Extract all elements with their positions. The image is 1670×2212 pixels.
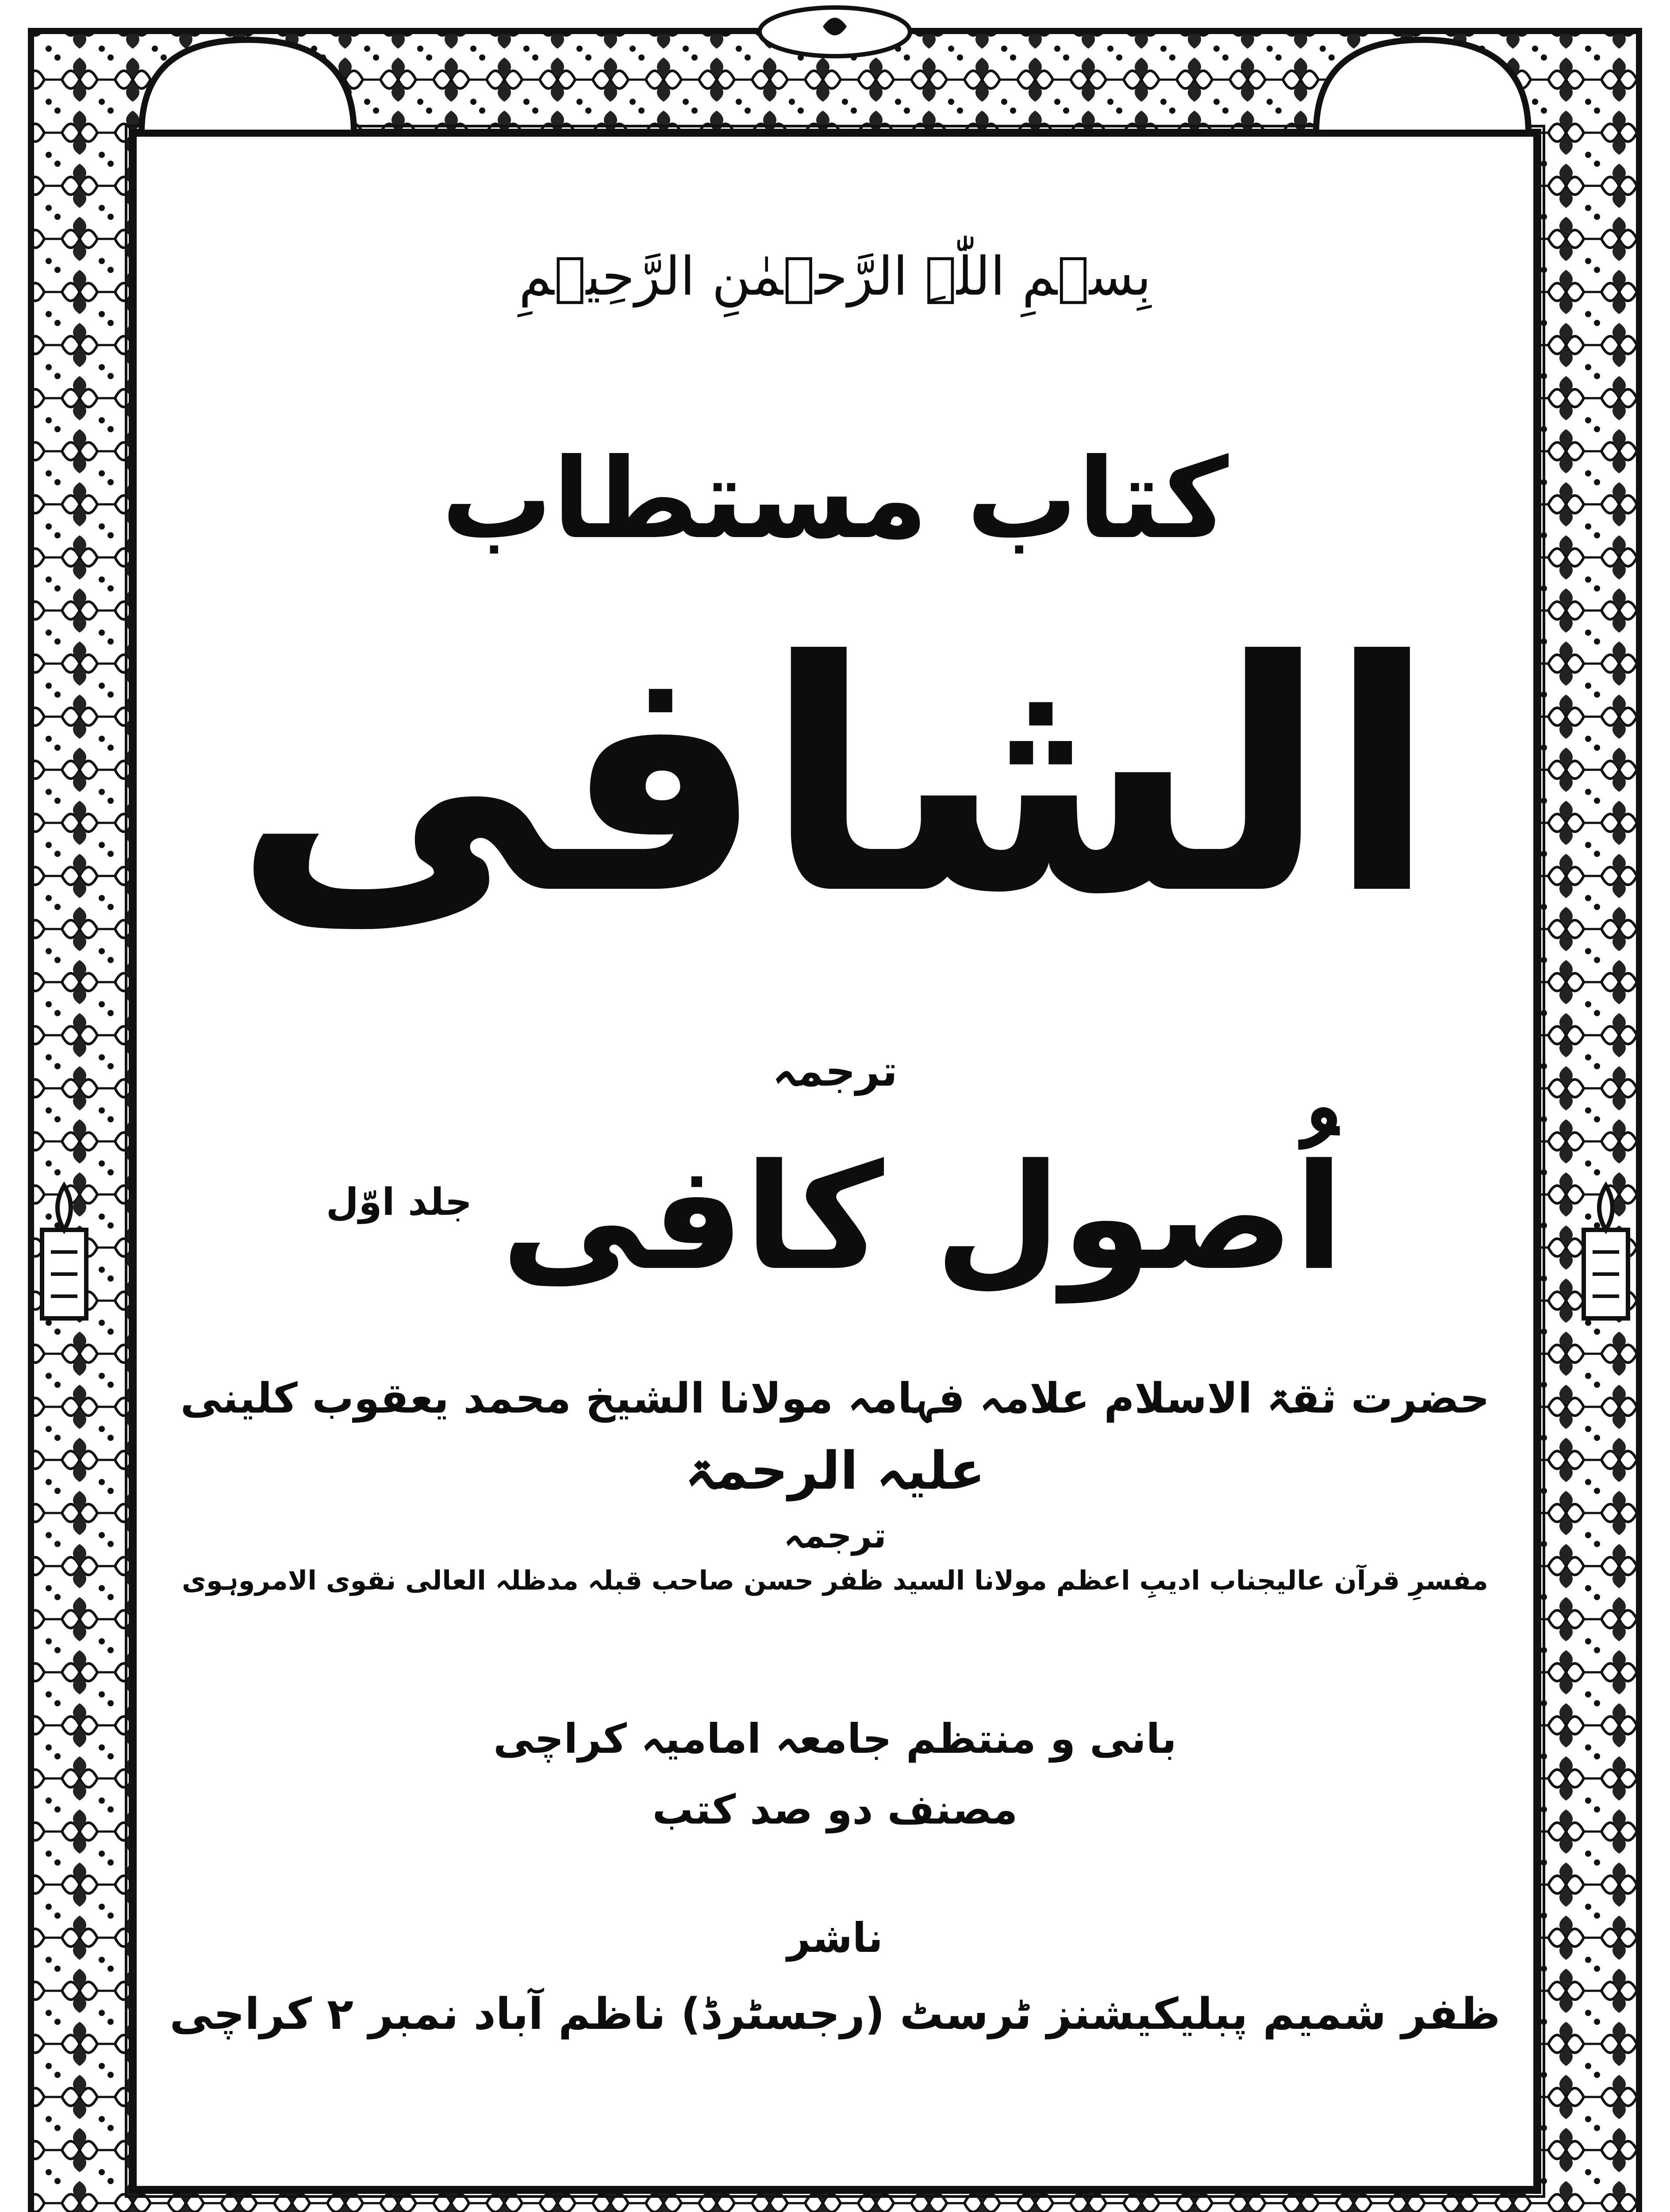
author-line-2: علیہ الرحمۃ [685,1440,985,1501]
book-name: اُصول کافی [501,1133,1344,1302]
works-line: مصنف دو صد کتب [652,1786,1018,1833]
translation-label: ترجمہ [783,1516,887,1556]
top-center-cartouche [760,8,910,56]
main-title: الشافی [233,593,1437,964]
publisher-name: ظفر شمیم پبلیکیشنز ٹرسٹ (رجسٹرڈ) ناظم آباد نمبر ۲ کراچی [169,1989,1501,2039]
publisher-label: ناشر [787,1914,883,1962]
volume-label: جلد اوّل [326,1180,472,1224]
bismillah: بِسۡمِ اللّٰہِ الرَّحۡمٰنِ الرَّحِیۡمِ [518,246,1152,307]
leaf-border-band [31,31,1639,2212]
author-line-1: حضرت ثقۃ الاسلام علامہ فہامہ مولانا الشیخ محمد یعقوب کلینی [180,1375,1490,1423]
tarjuma-label: ترجمہ [772,1047,898,1096]
translator-line: مفسرِ قرآن عالیجناب ادیبِ اعظم مولانا السید ظفر حسن صاحب قبلہ مدظلہ العالی نقوی الامروہوی [182,1565,1488,1596]
founder-line: بانی و منتظم جامعہ امامیہ کراچی [493,1715,1177,1763]
kitab-mustatab: کتاب مستطاب [441,434,1229,563]
border-outer-line [31,31,1639,2212]
book-name-row [155,1133,1515,1302]
